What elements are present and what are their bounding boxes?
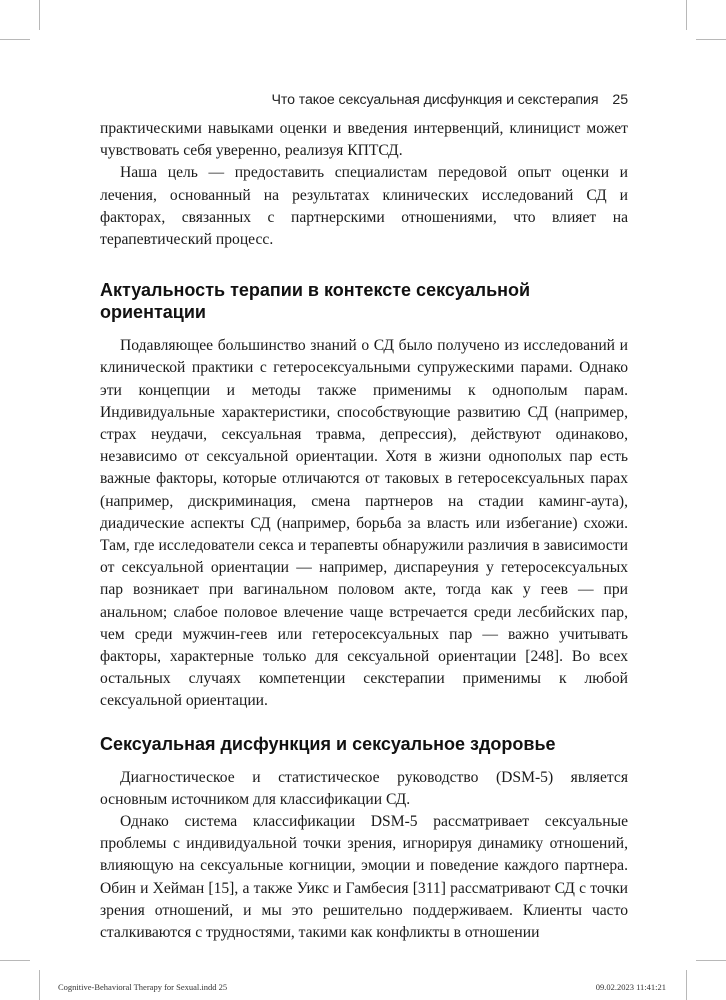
crop-mark: [696, 39, 726, 40]
section-heading: Сексуальная дисфункция и сексуальное здоровье: [100, 733, 556, 754]
running-head: [100, 92, 628, 108]
crop-mark: [39, 0, 40, 30]
running-title: Что такое сексуальная дисфункция и секстерапия: [271, 92, 599, 108]
page-body: [100, 118, 628, 944]
page-number: 25: [612, 92, 628, 108]
crop-mark: [0, 960, 30, 961]
crop-mark: [39, 970, 40, 1000]
file-info: Cognitive-Behavioral Therapy for Sexual.indd 25: [58, 982, 228, 992]
paragraph: практическими навыками оценки и введения интервенций, клиницист может чувствовать себя уверенно, реализуя КПТСД.: [100, 120, 628, 160]
crop-mark: [696, 960, 726, 961]
crop-mark: [0, 39, 30, 40]
section-heading: Актуальность терапии в контексте сексуальной ориентации: [100, 280, 531, 323]
paragraph: Однако система классификации DSM-5 рассматривает сексуальные проблемы с индивидуальной точки зрения, игнорируя динамику отношений, влияющую на сексуальные когниции, эмоции и поведение каждого партнера. Обин и Хейман [15], а также Уикс и Гамбесия [311] рассматривают СД с точки зрения отношений, и мы это решительно поддерживаем. Клиенты часто сталкиваются с трудностями, такими как конфликты в отношении: [100, 813, 628, 942]
paragraph: Подавляющее большинство знаний о СД было получено из исследований и клинической практики с гетеросексуальными супружескими парами. Однако эти концепции и методы также применимы к однополым парам. Индивидуальные характеристики, способствующие развитию СД (например, страх неудачи, сексуальная травма, депрессия), действуют одинаково, независимо от сексуальной ориентации. Хотя в жизни однополых пар есть важные факторы, которые отличаются от таковых в гетеросексуальных парах (например, дискриминация, смена партнеров на стадии каминг-аута), диадические аспекты СД (например, борьба за власть или избегание) схожи. Там, где исследователи секса и терапевты обнаружили различия в зависимости от сексуальной ориентации — например, диспареуния у гетеросексуальных пар возникает при вагинальном половом акте, тогда как у геев — при анальном; слабое половое влечение чаще встречается среди лесбийских пар, чем среди мужчин-геев или гетеросексуальных пар — важно учитывать факторы, характерные только для сексуальной ориентации [248]. Во всех остальных случаях компетенции секстерапии применимы к любой сексуальной ориентации.: [100, 337, 628, 710]
crop-mark: [686, 0, 687, 30]
paragraph: Наша цель — предоставить специалистам передовой опыт оценки и лечения, основанный на результатах клинических исследований СД и факторах, связанных с партнерскими отношениями, что влияет на терапевтический процесс.: [100, 164, 628, 249]
print-timestamp: 09.02.2023 11:41:21: [595, 982, 666, 992]
paragraph: Диагностическое и статистическое руководство (DSM-5) является основным источником для классификации СД.: [100, 768, 628, 808]
crop-mark: [686, 970, 687, 1000]
